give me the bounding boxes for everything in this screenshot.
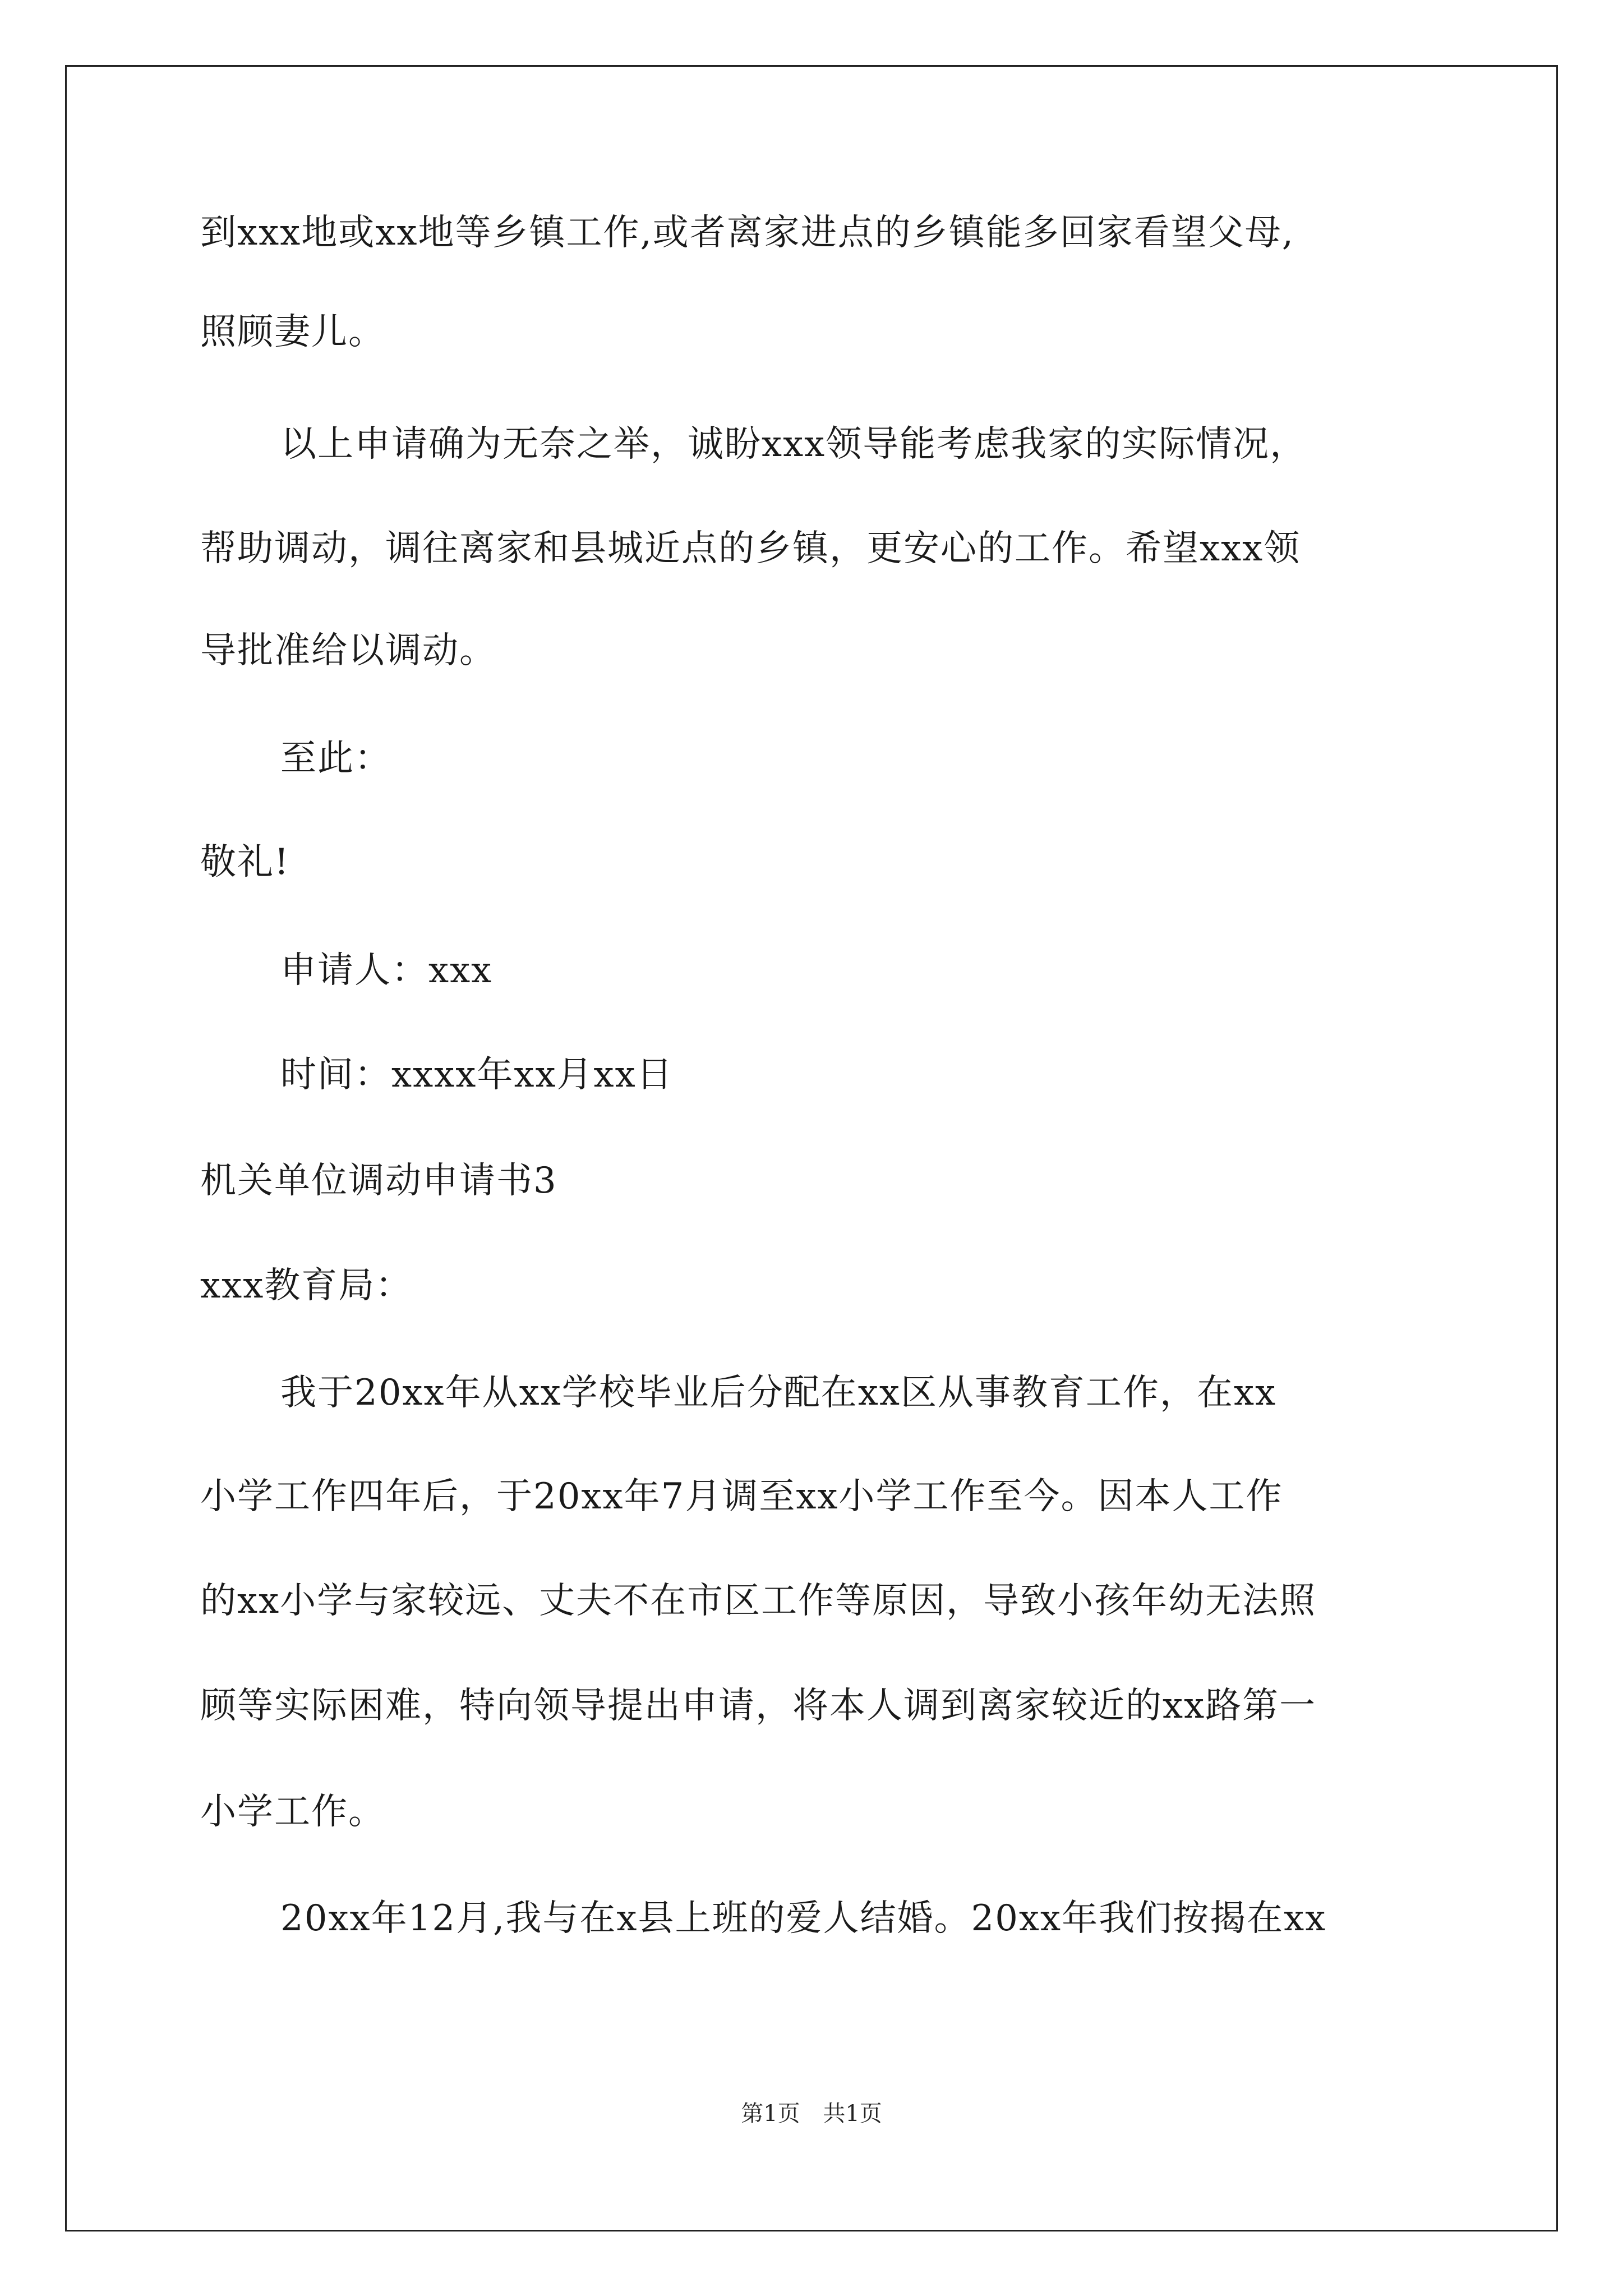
applicant-line: 申请人：xxx <box>280 950 493 991</box>
text-line: 顾等实际困难，特向领导提出申请，将本人调到离家较近的xx路第一 <box>200 1685 1317 1727</box>
date-line: 时间：xxxx年xx月xx日 <box>280 1054 674 1096</box>
text-line: 到xxx地或xx地等乡镇工作,或者离家进点的乡镇能多回家看望父母, <box>200 212 1295 254</box>
text-line: 以上申请确为无奈之举，诚盼xxx领导能考虑我家的实际情况， <box>280 424 1307 465</box>
text-line: 导批准给以调动。 <box>200 630 496 671</box>
text-line: 20xx年12月,我与在x县上班的爱人结婚。20xx年我们按揭在xx <box>280 1898 1327 1939</box>
text-line: 小学工作四年后，于20xx年7月调至xx小学工作至今。因本人工作 <box>200 1476 1283 1517</box>
page-number: 第1页 <box>741 2101 800 2127</box>
text-line: 小学工作。 <box>200 1791 385 1833</box>
section-title: 机关单位调动申请书3 <box>200 1160 557 1202</box>
text-line: 的xx小学与家较远、丈夫不在市区工作等原因，导致小孩年幼无法照 <box>200 1580 1317 1622</box>
text-line: 至此： <box>280 738 391 779</box>
salutation: 敬礼! <box>200 841 290 883</box>
page-footer <box>0 2099 1623 2128</box>
text-line: 我于20xx年从xx学校毕业后分配在xx区从事教育工作，在xx <box>280 1372 1277 1414</box>
text-line: 帮助调动，调往离家和县城近点的乡镇，更安心的工作。希望xxx领 <box>200 528 1301 569</box>
text-line: 照顾妻儿。 <box>200 311 385 353</box>
page-total: 共1页 <box>823 2101 882 2127</box>
addressee-line: xxx教育局： <box>200 1265 413 1306</box>
